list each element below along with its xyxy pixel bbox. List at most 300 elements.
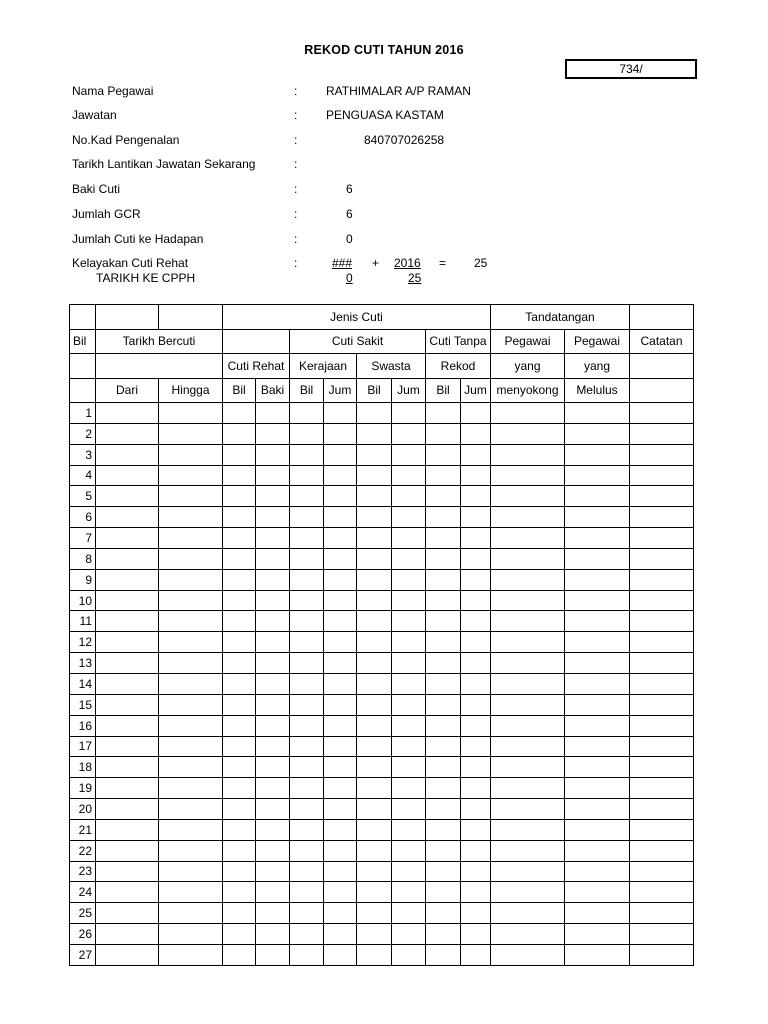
row-number: 23 [70,861,96,882]
row-cell [357,944,392,965]
row-cell [159,632,223,653]
row-cell [96,403,159,424]
row-cell [290,778,324,799]
row-cell [426,840,461,861]
row-cell [357,819,392,840]
row-cell [96,861,159,882]
row-cell [491,548,565,569]
row-cell [256,924,290,945]
kelayakan-plus: + [372,256,380,270]
row-number: 26 [70,924,96,945]
row-cell [223,840,256,861]
row-cell [392,403,426,424]
header-cell [70,354,96,379]
row-cell [324,778,357,799]
row-cell [630,465,694,486]
field-label-jumlah-gcr: Jumlah GCR [72,207,141,221]
row-cell [324,715,357,736]
row-cell [630,799,694,820]
row-cell [392,611,426,632]
row-cell [357,632,392,653]
row-cell [461,423,491,444]
row-cell [461,861,491,882]
row-cell [290,507,324,528]
field-colon: : [294,84,298,98]
table-row [70,903,694,924]
row-cell [491,444,565,465]
field-colon: : [294,256,298,270]
row-cell [290,840,324,861]
row-cell [357,653,392,674]
row-cell [392,715,426,736]
row-cell [223,528,256,549]
row-cell [223,924,256,945]
row-cell [461,653,491,674]
table-row [70,486,694,507]
header-pegawai-2: Pegawai [565,329,630,354]
row-cell [256,778,290,799]
row-cell [256,403,290,424]
row-cell [491,861,565,882]
row-cell [630,548,694,569]
row-cell [290,924,324,945]
row-cell [159,569,223,590]
row-cell [256,569,290,590]
row-cell [392,507,426,528]
row-cell [565,903,630,924]
row-number: 16 [70,715,96,736]
row-cell [256,736,290,757]
row-cell [223,569,256,590]
row-cell [290,715,324,736]
kelayakan-value-3: 25 [474,256,488,270]
row-cell [491,423,565,444]
field-label-nama: Nama Pegawai [72,84,154,98]
header-hingga: Hingga [159,378,223,403]
header-menyokong: menyokong [491,378,565,403]
header-rekod: Rekod [426,354,491,379]
header-cuti-sakit: Cuti Sakit [290,329,426,354]
row-cell [630,944,694,965]
row-number: 7 [70,528,96,549]
row-number: 8 [70,548,96,569]
table-header-row-4 [70,378,694,403]
row-cell [223,757,256,778]
row-number: 15 [70,694,96,715]
row-cell [392,736,426,757]
row-cell [426,611,461,632]
row-cell [392,819,426,840]
row-cell [461,528,491,549]
row-cell [565,653,630,674]
row-cell [630,632,694,653]
row-cell [223,882,256,903]
row-number: 6 [70,507,96,528]
header-yang-1: yang [491,354,565,379]
row-cell [565,528,630,549]
row-cell [461,403,491,424]
field-value-jumlah-gcr: 6 [346,207,353,221]
row-cell [357,444,392,465]
table-row [70,799,694,820]
row-cell [491,590,565,611]
kelayakan-equals: = [439,256,447,270]
row-cell [324,799,357,820]
row-cell [290,611,324,632]
row-cell [159,861,223,882]
row-cell [491,903,565,924]
row-cell [256,507,290,528]
row-cell [256,861,290,882]
row-cell [565,736,630,757]
row-cell [290,694,324,715]
row-cell [461,736,491,757]
row-cell [461,715,491,736]
row-number: 9 [70,569,96,590]
row-cell [324,486,357,507]
row-cell [461,632,491,653]
row-cell [357,840,392,861]
row-cell [565,882,630,903]
row-cell [461,757,491,778]
tarikh-cpph-value-2: 25 [408,271,422,285]
row-cell [392,903,426,924]
row-cell [392,653,426,674]
row-cell [96,736,159,757]
row-cell [223,673,256,694]
row-cell [426,799,461,820]
row-cell [256,882,290,903]
row-cell [256,548,290,569]
row-cell [565,465,630,486]
row-cell [324,694,357,715]
row-cell [96,819,159,840]
row-cell [96,944,159,965]
header-cuti-tanpa: Cuti Tanpa [426,329,491,354]
header-cell [159,305,223,330]
field-value-baki-cuti: 6 [346,182,353,196]
row-number: 2 [70,423,96,444]
field-colon: : [294,207,298,221]
row-cell [159,736,223,757]
row-cell [426,465,461,486]
reference-number-box: 734/ [565,59,697,79]
row-cell [223,903,256,924]
table-row [70,819,694,840]
table-row [70,736,694,757]
row-cell [290,673,324,694]
table-row [70,465,694,486]
row-cell [392,944,426,965]
row-number: 25 [70,903,96,924]
row-cell [565,423,630,444]
row-cell [392,757,426,778]
row-cell [256,903,290,924]
row-cell [223,694,256,715]
row-cell [630,840,694,861]
row-cell [159,465,223,486]
row-cell [357,569,392,590]
row-cell [96,673,159,694]
header-cell [70,305,96,330]
row-cell [565,715,630,736]
row-cell [96,799,159,820]
row-number: 5 [70,486,96,507]
row-cell [324,944,357,965]
table-row [70,590,694,611]
row-cell [565,548,630,569]
row-cell [491,924,565,945]
row-cell [426,653,461,674]
header-jenis-cuti: Jenis Cuti [223,305,491,330]
table-row [70,757,694,778]
kelayakan-value-2: 2016 [394,256,421,270]
row-cell [256,423,290,444]
tarikh-cpph-label: TARIKH KE CPPH [96,271,196,285]
row-cell [565,694,630,715]
row-cell [357,423,392,444]
row-cell [461,840,491,861]
header-cell [96,305,159,330]
row-cell [426,903,461,924]
row-cell [324,548,357,569]
row-cell [256,528,290,549]
row-cell [96,465,159,486]
row-cell [565,507,630,528]
row-cell [491,465,565,486]
row-cell [491,486,565,507]
row-cell [96,757,159,778]
row-cell [290,548,324,569]
row-cell [324,840,357,861]
row-cell [159,903,223,924]
row-cell [357,757,392,778]
row-cell [290,403,324,424]
row-cell [630,423,694,444]
row-cell [96,924,159,945]
row-cell [290,569,324,590]
header-bil-swasta: Bil [357,378,392,403]
row-number: 12 [70,632,96,653]
header-tandatangan: Tandatangan [491,305,630,330]
table-header-row-1 [70,305,694,330]
row-cell [223,590,256,611]
row-cell [324,403,357,424]
row-cell [159,486,223,507]
row-cell [256,673,290,694]
row-cell [357,548,392,569]
table-row [70,507,694,528]
header-pegawai-1: Pegawai [491,329,565,354]
row-cell [324,653,357,674]
row-cell [630,861,694,882]
row-cell [159,694,223,715]
page-title: REKOD CUTI TAHUN 2016 [304,43,464,57]
row-cell [256,465,290,486]
row-cell [491,715,565,736]
field-label-cuti-hadapan: Jumlah Cuti ke Hadapan [72,232,204,246]
row-cell [461,569,491,590]
row-cell [630,715,694,736]
table-header-row-3 [70,354,694,379]
row-cell [223,548,256,569]
row-number: 20 [70,799,96,820]
header-cell [223,329,290,354]
row-cell [491,653,565,674]
row-cell [324,861,357,882]
row-cell [565,840,630,861]
row-cell [392,799,426,820]
table-row [70,673,694,694]
row-cell [426,569,461,590]
row-cell [461,507,491,528]
table-row [70,632,694,653]
row-cell [392,673,426,694]
row-cell [357,799,392,820]
field-colon: : [294,108,298,122]
row-cell [565,673,630,694]
row-cell [392,840,426,861]
row-cell [426,778,461,799]
row-cell [357,611,392,632]
header-tarikh-bercuti: Tarikh Bercuti [96,329,223,354]
row-cell [159,423,223,444]
field-label-jawatan: Jawatan [72,108,117,122]
row-cell [426,861,461,882]
row-cell [461,819,491,840]
row-cell [392,444,426,465]
row-number: 21 [70,819,96,840]
header-swasta: Swasta [357,354,426,379]
field-value-jawatan: PENGUASA KASTAM [326,108,444,122]
row-cell [96,840,159,861]
field-colon: : [294,157,298,171]
row-cell [491,611,565,632]
row-cell [565,819,630,840]
row-cell [630,528,694,549]
row-cell [324,569,357,590]
row-cell [491,778,565,799]
row-number: 4 [70,465,96,486]
row-cell [565,861,630,882]
row-cell [223,611,256,632]
row-cell [491,757,565,778]
table-row [70,861,694,882]
row-cell [159,799,223,820]
row-cell [426,403,461,424]
row-cell [357,882,392,903]
field-value-nama: RATHIMALAR A/P RAMAN [326,84,471,98]
row-cell [357,778,392,799]
row-cell [565,590,630,611]
row-cell [426,590,461,611]
row-cell [159,653,223,674]
row-cell [223,507,256,528]
row-cell [290,653,324,674]
table-row [70,840,694,861]
row-cell [324,903,357,924]
row-cell [392,423,426,444]
row-cell [461,903,491,924]
row-cell [159,403,223,424]
row-cell [324,465,357,486]
row-cell [426,673,461,694]
header-catatan: Catatan [630,329,694,354]
header-bil-cuti-rehat: Bil [223,378,256,403]
header-dari: Dari [96,378,159,403]
row-cell [357,507,392,528]
row-cell [159,611,223,632]
row-cell [426,423,461,444]
row-cell [461,778,491,799]
row-cell [630,882,694,903]
row-cell [461,694,491,715]
row-cell [630,653,694,674]
row-cell [223,653,256,674]
row-cell [256,653,290,674]
row-cell [159,673,223,694]
row-cell [392,590,426,611]
table-row [70,944,694,965]
row-cell [159,924,223,945]
field-label-tarikh-lantikan: Tarikh Lantikan Jawatan Sekarang [72,157,256,171]
header-cell [630,378,694,403]
row-cell [96,778,159,799]
row-cell [357,861,392,882]
header-baki: Baki [256,378,290,403]
row-cell [357,528,392,549]
row-cell [426,736,461,757]
row-cell [491,944,565,965]
header-bil: Bil [70,329,96,354]
row-cell [565,444,630,465]
row-cell [426,528,461,549]
row-cell [223,736,256,757]
row-cell [491,507,565,528]
row-cell [630,486,694,507]
row-cell [461,924,491,945]
row-cell [223,819,256,840]
leave-record-table [69,304,694,966]
tarikh-cpph-value-1: 0 [346,271,353,285]
field-label-ic: No.Kad Pengenalan [72,133,180,147]
row-cell [96,486,159,507]
row-cell [324,444,357,465]
row-cell [565,778,630,799]
row-cell [223,632,256,653]
row-cell [324,632,357,653]
field-colon: : [294,133,298,147]
row-cell [159,757,223,778]
row-cell [256,819,290,840]
row-cell [324,736,357,757]
row-cell [324,819,357,840]
row-cell [96,569,159,590]
row-cell [392,569,426,590]
row-number: 22 [70,840,96,861]
row-cell [491,632,565,653]
field-value-ic: 840707026258 [364,133,445,147]
row-cell [565,924,630,945]
table-row [70,611,694,632]
row-cell [426,694,461,715]
row-cell [256,694,290,715]
row-cell [630,611,694,632]
row-cell [223,944,256,965]
row-cell [392,632,426,653]
row-cell [290,528,324,549]
field-value-cuti-hadapan: 0 [346,232,353,246]
